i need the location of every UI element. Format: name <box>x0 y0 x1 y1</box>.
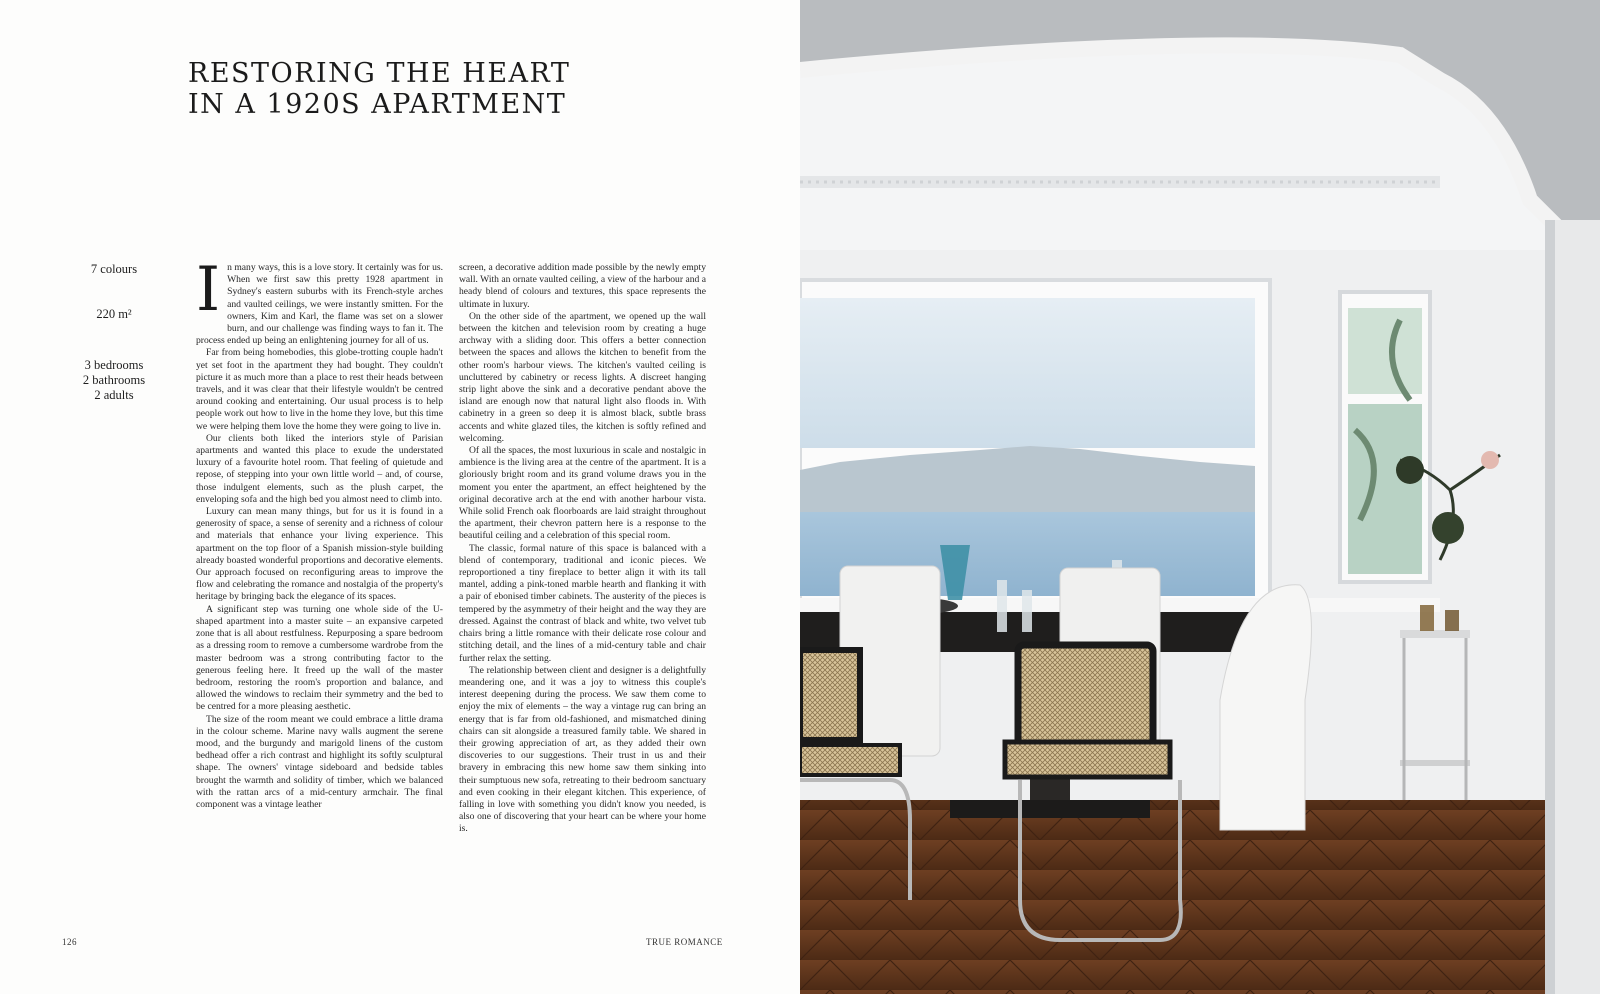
article-paragraph: screen, a decorative addition made possible by the newly empty wall. With an ornate vaulted ceiling, a view of the harbour and a heady blend of colours and textures, this space represents the ultimate in luxury. <box>459 262 706 310</box>
bar-cart-top <box>1400 630 1470 638</box>
interior-photo <box>800 0 1600 994</box>
article-column-2 <box>459 262 706 872</box>
fact-occupants: 2 adults <box>94 388 134 402</box>
cart-glass <box>1445 610 1459 631</box>
fact-colours: 7 colours <box>90 262 138 276</box>
pink-rose <box>1481 451 1499 469</box>
arch-pillar-shadow <box>1545 220 1555 994</box>
page-number: 126 <box>62 937 77 947</box>
dining-room-photo <box>800 0 1600 994</box>
dining-table-foot <box>950 800 1150 818</box>
cane-chair-back <box>1018 645 1153 745</box>
fact-bathrooms: 2 bathrooms <box>82 373 146 387</box>
leaf-cluster <box>1396 456 1424 484</box>
fact-sidebar <box>54 262 174 403</box>
cane-chair-seat <box>1005 742 1170 777</box>
article-paragraph: Of all the spaces, the most luxurious in scale and nostalgic in ambience is the living area at the centre of the apartment. It is a gloriously bright room and its grand volume draws you in the moment you enter the apartment, an effect heightened by the original decorative arch at the end with another harbour vista. While solid French oak floorboards are laid straight throughout the apartment, their chevron pattern here is a response to the beautiful ceiling and a celebration of this special room. <box>459 445 706 542</box>
title-line-2: IN A 1920S APARTMENT <box>188 89 567 120</box>
article-paragraph: On the other side of the apartment, we opened up the wall between the kitchen and television room by creating a huge archway with a sliding door. This offers a better connection between the spaces and allows the kitchen to benefit from the other room's harbour views. The kitchen's vaulted ceiling is uncluttered by cabinetry or recess lights. A discreet hanging strip light above the sink and a decorative pendant above the island are enough now that natural light also floods in. With cabinetry in a green so deep it is almost black, subtle brass accents and white glazed tiles, the kitchen is softly refined and welcoming. <box>459 310 706 444</box>
fact-bedrooms: 3 bedrooms <box>84 358 144 372</box>
drop-cap: I <box>196 262 221 325</box>
title-line-1: RESTORING THE HEART <box>188 58 571 89</box>
fact-area: 220 m² <box>96 307 132 321</box>
article-title <box>188 58 608 120</box>
glass-candle-1 <box>997 580 1007 632</box>
glass-candle-2 <box>1022 590 1032 632</box>
bar-cart-shelf <box>1400 760 1470 766</box>
article-paragraph: A significant step was turning one whole side of the U-shaped apartment into a master suite – an expansive carpeted zone that is all about restfulness. Repurposing a spare bedroom as a dressing room to remove a cumbersome wardrobe from the master bedroom was a strong contributing factor to the generous feeling here. It freed up the wall of the master bedroom, restoring the room's proportion and balance, and allowed the windows to reclaim their symmetry and the bed to be centred for a more pleasing aesthetic. <box>196 603 443 713</box>
cart-glass <box>1420 605 1434 631</box>
article-paragraph: The relationship between client and designer is a delightfully meandering one, and it was a joy to witness this couple's interest deepening during the process. We saw them come to enjoy the mix of elements – the way a vintage rug can bring an energy that is far from old-fashioned, and mismatched dining chairs can sit alongside a treasured family table. We shared in their growing appreciation of art, as they added their own discoveries to our suggestions. Their trust in us and their bravery in embracing this new home saw them sinking into their sumptuous new sofa, retreating to their bedroom sanctuary and even cooking in their elegant kitchen. This experience, of falling in love with something you didn't know you needed, is also one of discovering that your heart can be where your home is. <box>459 664 706 835</box>
section-title: TRUE ROMANCE <box>646 937 723 947</box>
article-paragraph: Our clients both liked the interiors style of Parisian apartments and wanted this place to exude the understated luxury of a favourite hotel room. That feeling of quietude and repose, of stepping into your own little world – and, of course, those indulgent elements, such as the plush carpet, the enveloping sofa and the high bed you almost need to climb into. <box>196 432 443 505</box>
side-window-pane-bottom <box>1348 404 1422 574</box>
side-window-pane-top <box>1348 308 1422 394</box>
article-paragraph: Far from being homebodies, this globe-trotting couple hadn't yet set foot in the apartment they had bought. They couldn't picture it as much more than a place to rest their heads between travels, and it was clear that their lifestyle wouldn't be centred around cooking and entertaining. Our usual process is to help people work out how to live in the home they love, but this time we were helping them love the home they were going to live in. <box>196 347 443 432</box>
article-paragraph: The classic, formal nature of this space is balanced with a blend of contemporary, traditional and iconic pieces. We reproportioned a tiny fireplace to better align it with its tall mantel, adding a pink-toned marble hearth and flanking it with a pair of ebonised timber cabinets. The austerity of the pieces is tempered by the asymmetry of their height and the way they are dressed. Against the contrast of black and white, two velvet tub chairs bring a little romance with their delicate rose colour and stitching detail, and the lines of a mid-century table and chair further relax the setting. <box>459 542 706 664</box>
article-paragraph: n many ways, this is a love story. It certainly was for us. When we first saw this pretty 1928 apartment in Sydney's eastern suburbs with its French-style arches and vaulted ceilings, we were instantly smitten. For the owners, Kim and Karl, the flame was set on a slower burn, and our challenge was finding ways to fan it. The process ended up being an enlightening journey for all of us. <box>196 262 443 347</box>
cane-chair-seat <box>800 745 900 775</box>
leaf-cluster <box>1432 512 1464 544</box>
article-paragraph: The size of the room meant we could embrace a little drama in the colour scheme. Marine navy walls augment the serene mood, and the burgundy and marigold linens of the custom bedhead offer a rich contrast and highlight its softly sculptural shape. The owners' vintage sideboard and bedside tables brought the warmth and solidity of timber, which we balanced with the rattan arcs of a mid-century armchair. The final component was a vintage leather <box>196 713 443 810</box>
article-column-1 <box>196 262 443 872</box>
article-paragraph: Luxury can mean many things, but for us it is found in a generosity of space, a sense of serenity and a richness of colour and materials that enhance your living experience. This apartment on the top floor of a Spanish mission-style building already boasted wonderful proportions and decorative elements. Our approach focused on reconfiguring areas to improve the flow and celebrating the romance and nostalgia of the property's heritage by bringing back the elegance of its spaces. <box>196 506 443 603</box>
window-sky <box>800 298 1255 448</box>
cane-chair-back <box>800 650 860 740</box>
